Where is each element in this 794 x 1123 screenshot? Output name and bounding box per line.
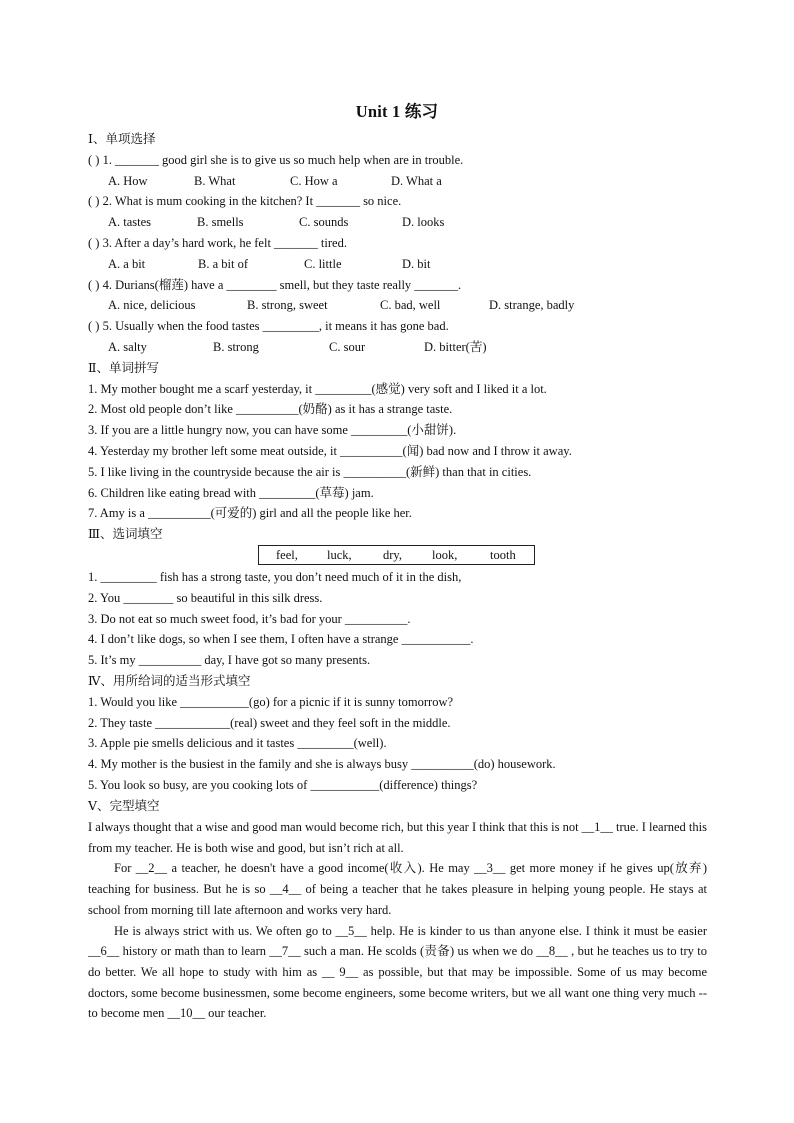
question-line: ( ) 5. Usually when the food tastes _________, it means it has gone bad. bbox=[88, 319, 449, 333]
option-c: C. sounds bbox=[299, 215, 349, 229]
option-a: A. salty bbox=[108, 340, 147, 354]
option-c: C. bad, well bbox=[380, 298, 441, 312]
form-item: 4. My mother is the busiest in the family and she is always busy __________(do) housework. bbox=[88, 757, 556, 771]
spelling-item: 6. Children like eating bread with _________(草莓) jam. bbox=[88, 486, 374, 500]
spelling-item: 5. I like living in the countryside because the air is __________(新鲜) than that in cities. bbox=[88, 465, 532, 479]
word-bank-word: tooth bbox=[490, 548, 516, 562]
option-b: B. strong bbox=[213, 340, 259, 354]
word-bank-word: look, bbox=[432, 548, 458, 562]
question-line: ( ) 1. _______ good girl she is to give us so much help when are in trouble. bbox=[88, 153, 464, 167]
fill-item: 1. _________ fish has a strong taste, you don’t need much of it in the dish, bbox=[88, 570, 462, 584]
word-bank-word: luck, bbox=[327, 548, 352, 562]
section-2-heading: Ⅱ、单词拼写 bbox=[88, 361, 159, 375]
section-5-heading: Ⅴ、完型填空 bbox=[88, 799, 160, 813]
option-d: D. bit bbox=[402, 257, 431, 271]
passage-paragraph: For __2__ a teacher, he doesn't have a good income(收入). He may __3__ get more money if he gives up(放弃) teaching for business. But he is so __4__ of being a teacher that he takes pleasure in helping young people. He stays at school from morning till late afternoon and works very hard. bbox=[88, 861, 707, 917]
question-line: ( ) 2. What is mum cooking in the kitchen? It _______ so nice. bbox=[88, 194, 402, 208]
option-b: B. What bbox=[194, 174, 236, 188]
section-4-heading: Ⅳ、用所给词的适当形式填空 bbox=[88, 674, 251, 688]
option-c: C. little bbox=[304, 257, 342, 271]
option-b: B. a bit of bbox=[198, 257, 248, 271]
option-c: C. sour bbox=[329, 340, 366, 354]
fill-item: 3. Do not eat so much sweet food, it’s bad for your __________. bbox=[88, 612, 411, 626]
question-line: ( ) 4. Durians(榴莲) have a ________ smell, but they taste really _______. bbox=[88, 278, 462, 292]
passage-paragraph: I always thought that a wise and good man would become rich, but this year I think that this is not __1__ true. I learned this from my teacher. He is both wise and good, but isn’t rich at all. bbox=[88, 820, 707, 855]
page-title: Unit 1 练习 bbox=[355, 102, 439, 121]
option-b: B. strong, sweet bbox=[247, 298, 328, 312]
spelling-item: 2. Most old people don’t like __________(奶酪) as it has a strange taste. bbox=[88, 402, 453, 416]
form-item: 2. They taste ____________(real) sweet and they feel soft in the middle. bbox=[88, 716, 451, 730]
option-a: A. nice, delicious bbox=[108, 298, 196, 312]
option-a: A. a bit bbox=[108, 257, 146, 271]
cloze-passage bbox=[88, 817, 707, 1024]
word-bank-word: feel, bbox=[276, 548, 298, 562]
option-c: C. How a bbox=[290, 174, 338, 188]
word-bank-box bbox=[258, 545, 535, 565]
fill-item: 2. You ________ so beautiful in this silk dress. bbox=[88, 591, 323, 605]
option-d: D. looks bbox=[402, 215, 445, 229]
option-d: D. What a bbox=[391, 174, 442, 188]
form-item: 3. Apple pie smells delicious and it tastes _________(well). bbox=[88, 736, 387, 750]
option-d: D. bitter(苦) bbox=[424, 340, 487, 354]
spelling-item: 7. Amy is a __________(可爱的) girl and all the people like her. bbox=[88, 506, 412, 520]
fill-item: 4. I don’t like dogs, so when I see them, I often have a strange ___________. bbox=[88, 632, 474, 646]
spelling-item: 3. If you are a little hungry now, you can have some _________(小甜饼). bbox=[88, 423, 457, 437]
passage-paragraph: He is always strict with us. We often go to __5__ help. He is kinder to us than anyone else. I think it must be easier __6__ history or math than to learn __7__ such a man. He scolds (责备) us when we do __8__ , but he teaches us to try to do better. We all hope to study with him as __ 9__ as possible, but that may be impossible. Some of us may become doctors, some become businessmen, some become engineers, some become writers, but we all want one thing very much -- to become men __10__ our teacher. bbox=[88, 923, 707, 1021]
word-bank-word: dry, bbox=[383, 548, 402, 562]
section-1-heading: Ⅰ、单项选择 bbox=[88, 132, 156, 146]
section-3-heading: Ⅲ、选词填空 bbox=[88, 527, 163, 541]
form-item: 5. You look so busy, are you cooking lots of ___________(difference) things? bbox=[88, 778, 478, 792]
spelling-item: 1. My mother bought me a scarf yesterday, it _________(感觉) very soft and I liked it a lot. bbox=[88, 382, 547, 396]
spelling-item: 4. Yesterday my brother left some meat outside, it __________(闻) bad now and I throw it away. bbox=[88, 444, 572, 458]
question-line: ( ) 3. After a day’s hard work, he felt _______ tired. bbox=[88, 236, 347, 250]
option-d: D. strange, badly bbox=[489, 298, 575, 312]
form-item: 1. Would you like ___________(go) for a picnic if it is sunny tomorrow? bbox=[88, 695, 454, 709]
option-a: A. tastes bbox=[108, 215, 152, 229]
option-a: A. How bbox=[108, 174, 148, 188]
fill-item: 5. It’s my __________ day, I have got so many presents. bbox=[88, 653, 371, 667]
option-b: B. smells bbox=[197, 215, 244, 229]
